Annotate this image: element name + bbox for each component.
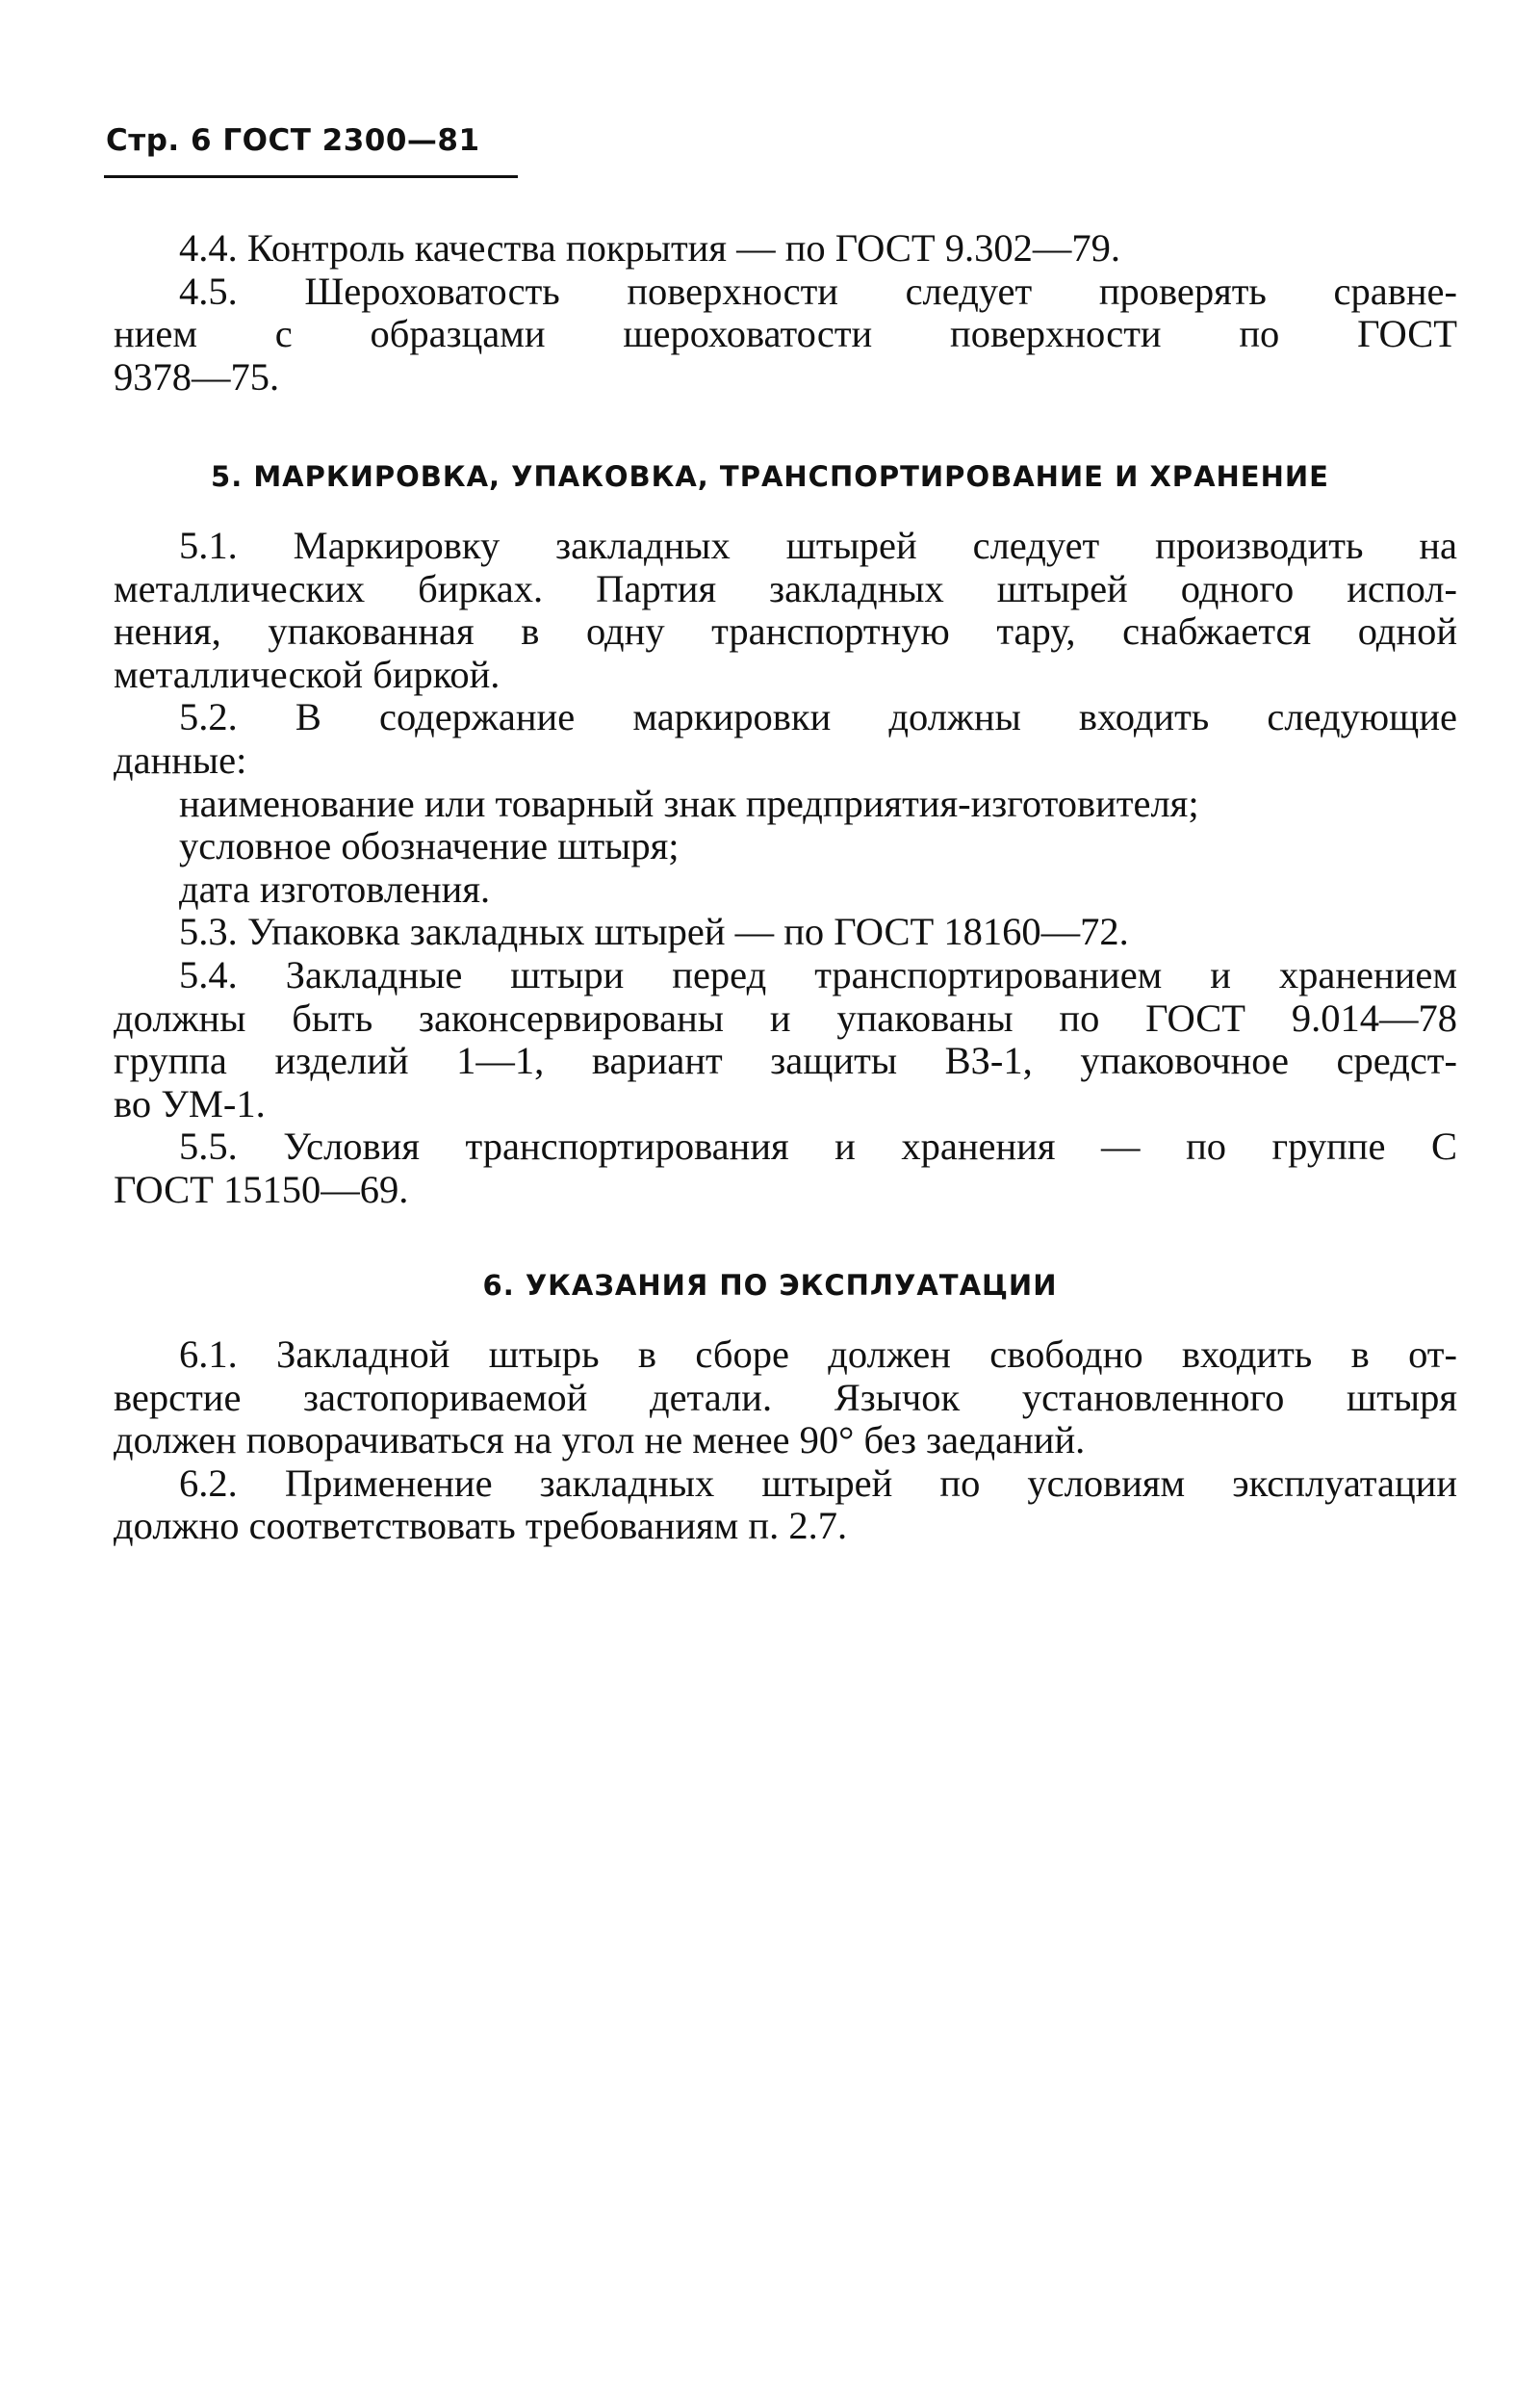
paragraph-line: 5.4. Закладные штыри перед транспортированием и хранением — [179, 952, 1457, 996]
section-6-heading: 6. УКАЗАНИЯ ПО ЭКСПЛУАТАЦИИ — [482, 1269, 1058, 1302]
paragraph-line: должно соответствовать требованиям п. 2.7. — [114, 1504, 848, 1548]
section-5-heading: 5. МАРКИРОВКА, УПАКОВКА, ТРАНСПОРТИРОВАНИЕ И ХРАНЕНИЕ — [211, 460, 1329, 493]
section-4-continuation — [114, 227, 1457, 399]
paragraph-line: должны быть законсервированы и упакованы по ГОСТ 9.014—78 — [114, 996, 1457, 1040]
paragraph-line: 4.5. Шероховатость поверхности следует проверять сравне- — [179, 269, 1457, 313]
paragraph-line: 5.2. В содержание маркировки должны входить следующие — [179, 695, 1457, 739]
paragraph-line: 5.1. Маркировку закладных штырей следует производить на — [179, 524, 1457, 567]
paragraph-line: верстие застопориваемой детали. Язычок установленного штыря — [114, 1375, 1457, 1419]
page-header: Стр. 6 ГОСТ 2300—81 — [106, 123, 480, 158]
paragraph-line: во УМ-1. — [114, 1081, 266, 1125]
paragraph-line: 5.5. Условия транспортирования и хранения — по группе С — [179, 1125, 1457, 1169]
paragraph-line: должен поворачиваться на угол не менее 90° без заеданий. — [114, 1418, 1086, 1462]
paragraph-line: группа изделий 1—1, вариант защиты ВЗ-1, упаковочное средст- — [114, 1039, 1457, 1083]
paragraph-line: 5.3. Упаковка закладных штырей — по ГОСТ 18160—72. — [179, 910, 1129, 954]
section-6-body — [114, 1333, 1457, 1548]
paragraph-line: данные: — [114, 737, 247, 782]
paragraph-line: 6.1. Закладной штырь в сборе должен свободно входить в от- — [179, 1332, 1457, 1376]
paragraph-line: дата изготовления. — [179, 866, 491, 911]
paragraph-line: металлических бирках. Партия закладных штырей одного испол- — [114, 566, 1457, 610]
paragraph-line: ГОСТ 15150—69. — [114, 1167, 409, 1211]
paragraph-line: нения, упакованная в одну транспортную тару, снабжается одной — [114, 609, 1457, 654]
paragraph-line: условное обозначение штыря; — [179, 824, 680, 868]
paragraph-line: 9378—75. — [114, 354, 280, 399]
paragraph-line: 6.2. Применение закладных штырей по условиям эксплуатации — [179, 1461, 1457, 1505]
paragraph-line: металлической биркой. — [114, 652, 500, 696]
paragraph-line: наименование или товарный знак предприятия-изготовителя; — [179, 781, 1199, 825]
paragraph-line: 4.4. Контроль качества покрытия — по ГОСТ 9.302—79. — [179, 226, 1121, 270]
paragraph-line: нием с образцами шероховатости поверхности по ГОСТ — [114, 312, 1457, 356]
section-5-body — [114, 525, 1457, 1212]
header-rule — [104, 175, 518, 178]
